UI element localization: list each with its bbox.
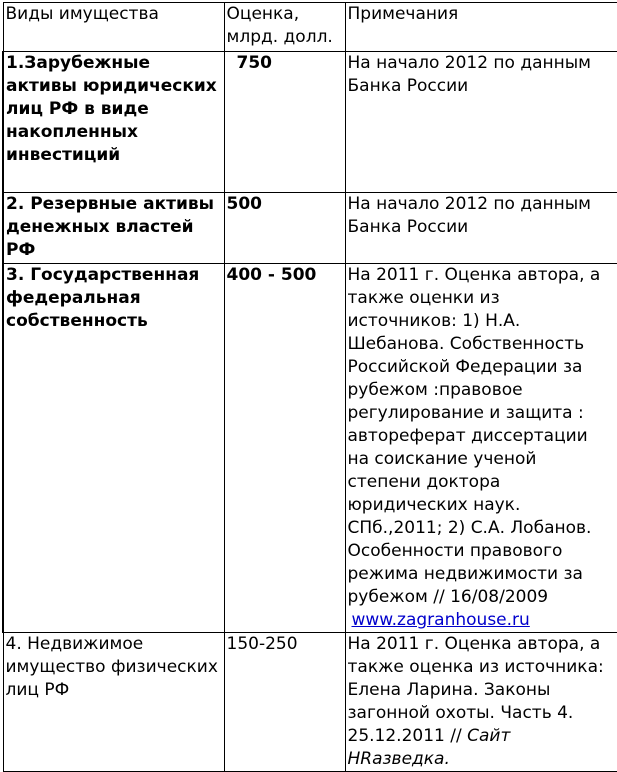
notes-cell xyxy=(345,633,617,772)
table-row xyxy=(3,52,617,193)
notes-cell: На начало 2012 по данным Банка России xyxy=(345,52,617,193)
estimate-cell: 500 xyxy=(224,193,345,264)
notes-text: На 2011 г. Оценка автора, а также оценки из источников: 1) Н.А. Шебанова. Собственность Российской Федерации за рубежом :правовое регулирование и защита : автореферат диссертации на соискание ученой степени доктора юридических наук. СПб.,2011; 2) С.А. Лобанов. Особенности правового режима недвижимости за рубежом // 16/08/2009 xyxy=(347,265,601,607)
property-type-cell: 1.Зарубежные активы юридических лиц РФ в виде накопленных инвестиций xyxy=(3,52,224,193)
property-type-cell: 3. Государственная федеральная собственность xyxy=(3,264,224,633)
property-type-cell: 4. Недвижимое имущество физических лиц РФ xyxy=(3,633,224,772)
table-row xyxy=(3,193,617,264)
header-row xyxy=(3,3,617,52)
property-table xyxy=(2,2,617,772)
header-notes: Примечания xyxy=(345,3,617,52)
estimate-cell xyxy=(224,52,345,193)
estimate-cell: 150-250 xyxy=(224,633,345,772)
notes-text: На 2011 г. Оценка автора, а также оценка из источника: Елена Ларина. Законы загонной охоты. Часть 4. 25.12.2011 // xyxy=(347,634,604,746)
source-name: Сайт НRазведка. xyxy=(347,726,511,769)
header-estimate: Оценка, млрд. долл. xyxy=(224,3,345,52)
notes-cell xyxy=(345,264,617,633)
source-link[interactable]: www.zagranhouse.ru xyxy=(351,610,530,630)
table-row xyxy=(3,633,617,772)
estimate-value: 750 xyxy=(236,53,272,73)
header-property-type: Виды имущества xyxy=(3,3,224,52)
estimate-cell: 400 - 500 xyxy=(224,264,345,633)
property-type-cell: 2. Резервные активы денежных властей РФ xyxy=(3,193,224,264)
notes-cell: На начало 2012 по данным Банка России xyxy=(345,193,617,264)
table-row xyxy=(3,264,617,633)
